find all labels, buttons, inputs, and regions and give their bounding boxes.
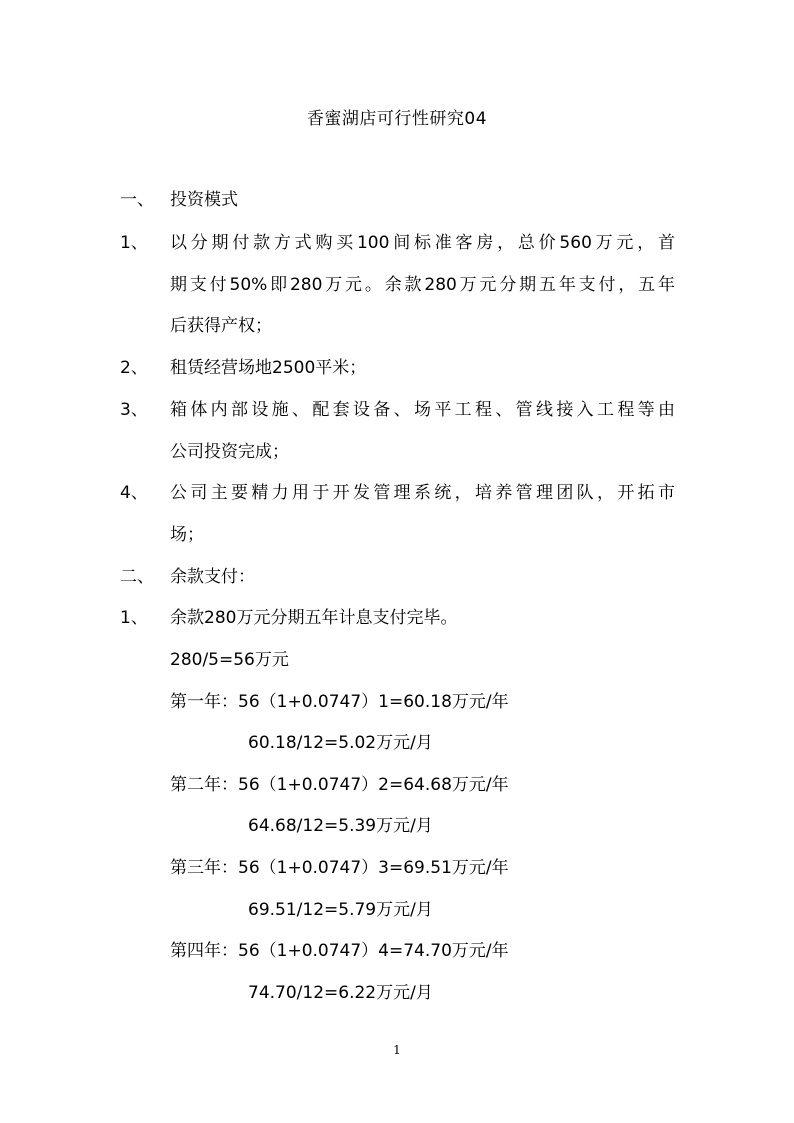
year-row bbox=[170, 856, 509, 880]
item-number: 4、 bbox=[120, 483, 148, 503]
page-number: 1 bbox=[393, 1043, 401, 1057]
item-number: 1、 bbox=[120, 608, 148, 628]
year-formula: 56（1+0.0747）2=64.68万元/年 bbox=[238, 775, 509, 795]
item-text: 公司主要精力用于开发管理系统，培养管理团队，开拓市 bbox=[170, 483, 675, 503]
list-item bbox=[120, 481, 675, 505]
year-row bbox=[170, 773, 509, 797]
year-label: 第三年： bbox=[170, 858, 238, 878]
year-formula: 56（1+0.0747）1=60.18万元/年 bbox=[238, 692, 509, 712]
item-text: 期支付50%即280万元。余款280万元分期五年支付，五年 bbox=[170, 275, 675, 295]
year-formula: 56（1+0.0747）3=69.51万元/年 bbox=[238, 858, 509, 878]
item-text: 余款280万元分期五年计息支付完毕。 bbox=[170, 608, 458, 628]
section-title: 投资模式 bbox=[170, 190, 238, 210]
list-item-continued bbox=[120, 314, 675, 338]
section-number: 二、 bbox=[120, 567, 154, 587]
list-item-continued bbox=[120, 273, 675, 297]
section-heading-investment bbox=[120, 188, 238, 212]
calc-line: 280/5=56万元 bbox=[170, 650, 289, 670]
monthly-amount: 69.51/12=5.79万元/月 bbox=[248, 900, 433, 920]
item-text: 以分期付款方式购买100间标准客房，总价560万元，首 bbox=[170, 233, 675, 253]
list-item bbox=[120, 231, 675, 255]
item-text: 场； bbox=[170, 525, 204, 545]
document-title: 香蜜湖店可行性研究04 bbox=[306, 109, 488, 129]
monthly-amount: 64.68/12=5.39万元/月 bbox=[248, 816, 433, 836]
list-item bbox=[120, 398, 675, 422]
year-row bbox=[170, 690, 509, 714]
item-text: 租赁经营场地2500平米； bbox=[170, 358, 367, 378]
section-number: 一、 bbox=[120, 190, 154, 210]
year-row bbox=[170, 939, 509, 963]
list-item-continued bbox=[120, 440, 675, 464]
item-number: 3、 bbox=[120, 400, 148, 420]
list-item-continued bbox=[120, 523, 675, 547]
item-text: 后获得产权； bbox=[170, 316, 272, 336]
section-title: 余款支付： bbox=[170, 567, 255, 587]
list-item bbox=[120, 606, 457, 630]
monthly-amount: 74.70/12=6.22万元/月 bbox=[248, 983, 433, 1003]
item-text: 公司投资完成； bbox=[170, 442, 289, 462]
item-number: 1、 bbox=[120, 233, 148, 253]
year-label: 第二年： bbox=[170, 775, 238, 795]
year-label: 第四年： bbox=[170, 941, 238, 961]
monthly-amount: 60.18/12=5.02万元/月 bbox=[248, 733, 433, 753]
section-heading-payment bbox=[120, 565, 255, 589]
list-item bbox=[120, 356, 675, 380]
item-number: 2、 bbox=[120, 358, 148, 378]
year-label: 第一年： bbox=[170, 692, 238, 712]
item-text: 箱体内部设施、配套设备、场平工程、管线接入工程等由 bbox=[170, 400, 675, 420]
year-formula: 56（1+0.0747）4=74.70万元/年 bbox=[238, 941, 509, 961]
